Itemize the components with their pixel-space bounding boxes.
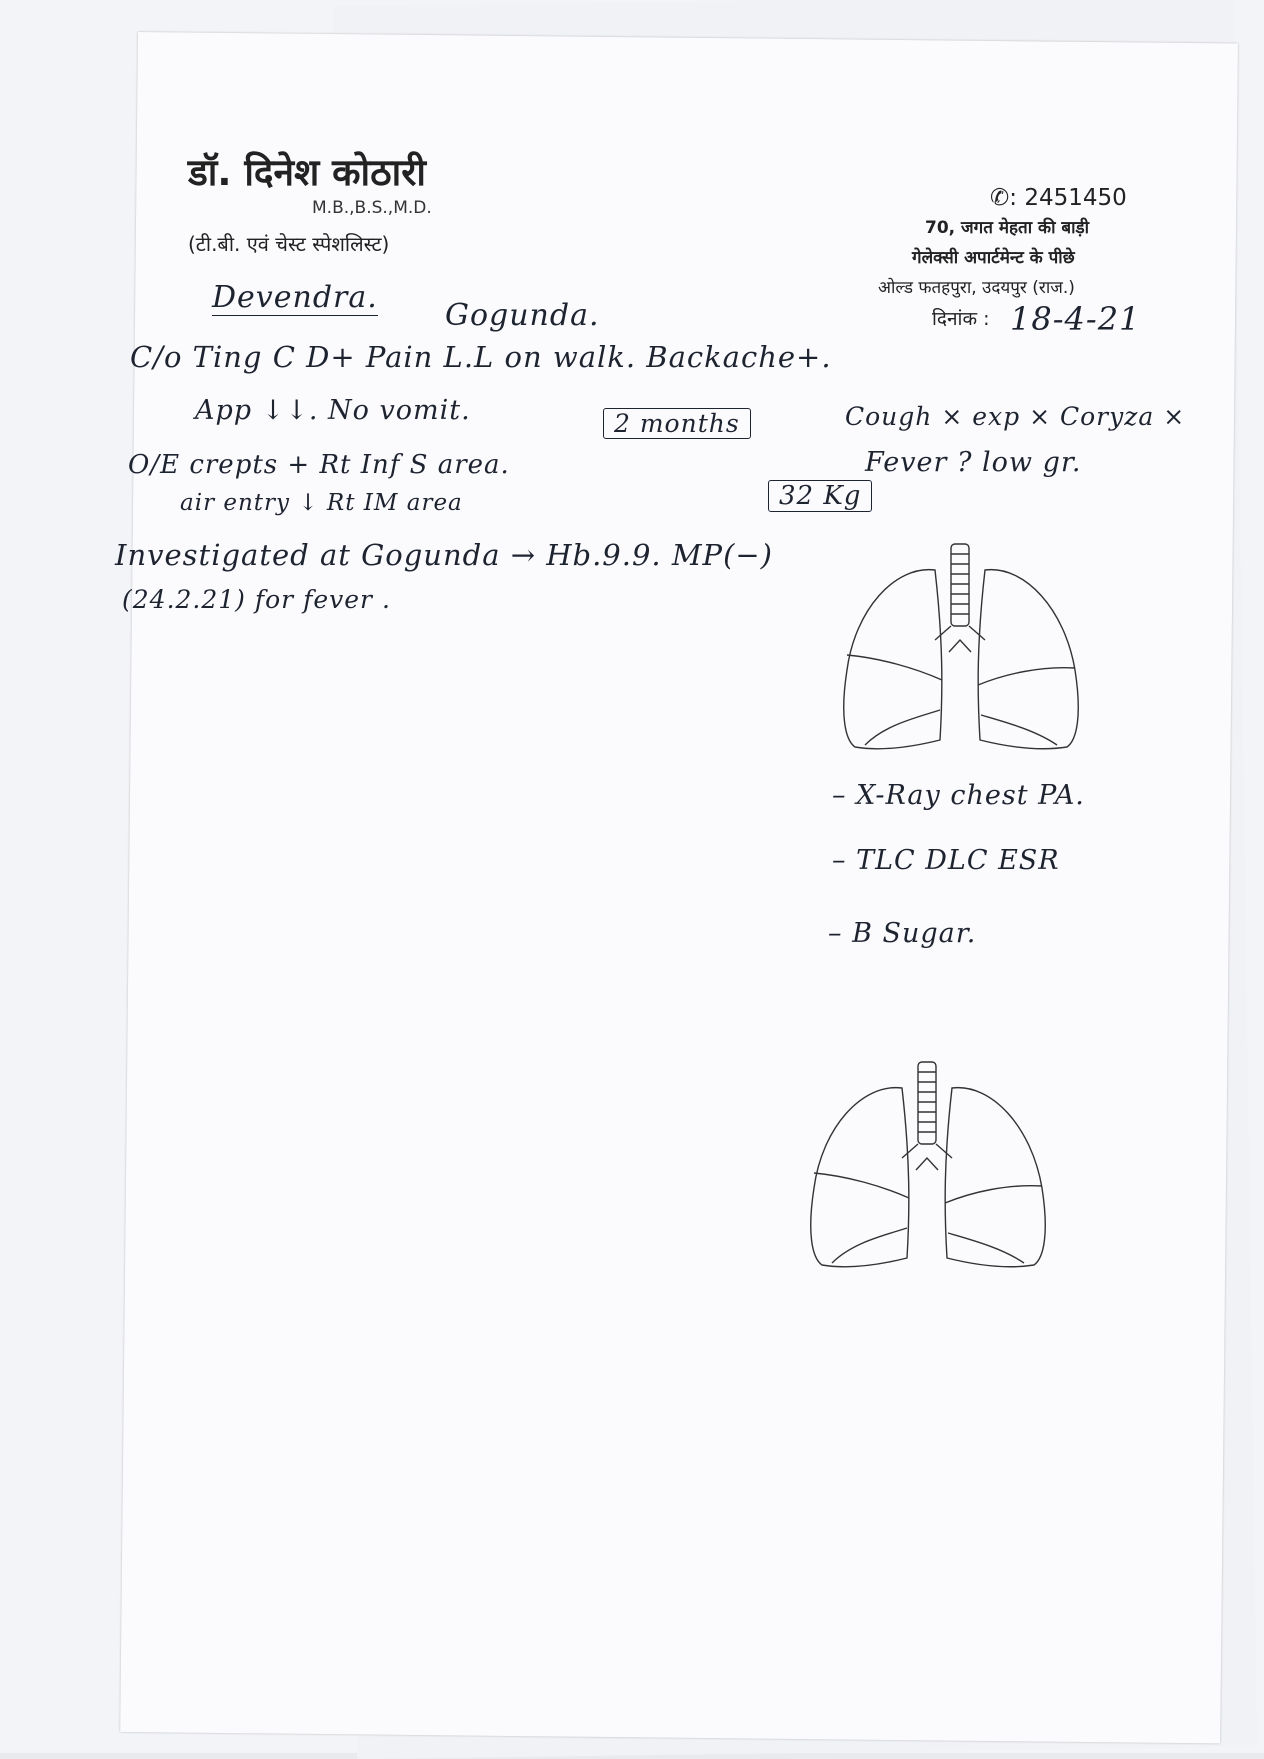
- fever-line: Fever ? low gr.: [865, 447, 1082, 478]
- prescription-date: 18-4-21: [1010, 300, 1141, 338]
- cough-line: Cough × exp × Coryza ×: [845, 402, 1186, 431]
- exam-line-1: O/E crepts + Rt Inf S area.: [128, 450, 510, 480]
- patient-place: Gogunda.: [445, 298, 600, 333]
- doctor-degree: M.B.,B.S.,M.D.: [312, 198, 432, 218]
- clinic-phone: ✆: 2451450: [990, 185, 1127, 211]
- address-line-3: ओल्ड फतहपुरा, उदयपुर (राज.): [878, 278, 1075, 298]
- exam-line-2: air entry ↓ Rt IM area: [180, 490, 463, 516]
- doctor-name: डॉ. दिनेश कोठारी: [188, 151, 426, 194]
- complaints-line: C/o Ting C D+ Pain L.L on walk. Backache+.: [130, 340, 832, 374]
- address-line-2: गेलेक्सी अपार्टमेन्ट के पीछे: [912, 248, 1075, 268]
- investigations-line-1: Investigated at Gogunda → Hb.9.9. MP(−): [115, 538, 773, 572]
- advice-blood-sugar: – B Sugar.: [828, 918, 977, 949]
- doctor-specialty: (टी.बी. एवं चेस्ट स्पेशलिस्ट): [188, 232, 390, 256]
- patient-name: Devendra.: [212, 280, 378, 315]
- investigations-line-2: (24.2.21) for fever .: [122, 585, 391, 614]
- weight-box: 32 Kg: [768, 480, 872, 512]
- duration-box: 2 months: [603, 408, 751, 439]
- appetite-line: App ↓↓. No vomit.: [195, 395, 471, 426]
- address-line-1: 70, जगत मेहता की बाड़ी: [925, 218, 1090, 238]
- date-label: दिनांक :: [932, 308, 990, 330]
- lungs-diagram-lower: [795, 1058, 1060, 1273]
- advice-blood-count: – TLC DLC ESR: [832, 845, 1060, 876]
- lungs-diagram-upper: [825, 540, 1095, 755]
- advice-xray: – X-Ray chest PA.: [832, 780, 1085, 811]
